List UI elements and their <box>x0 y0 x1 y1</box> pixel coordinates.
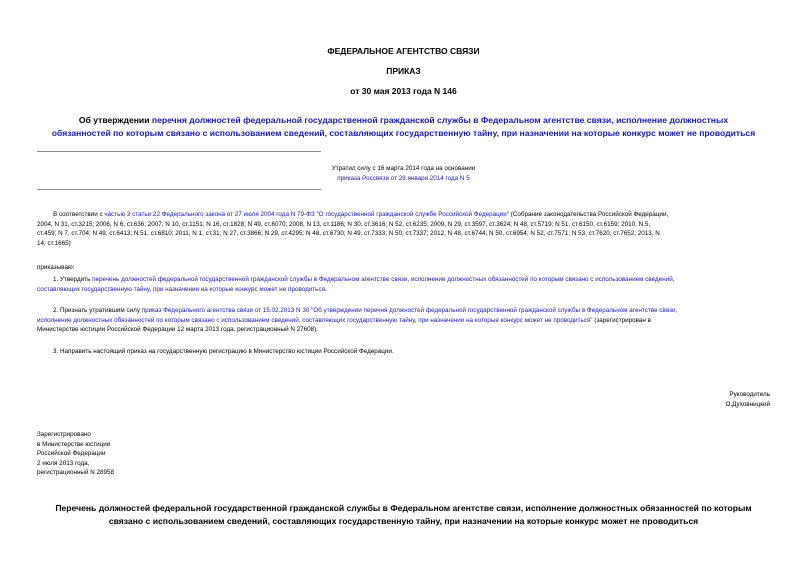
document-type: ПРИКАЗ <box>386 66 421 76</box>
signature-name: О.Духовницкий <box>725 400 770 408</box>
divider-bottom <box>37 189 321 190</box>
repealed-order-link[interactable]: приказ Федерального агентства связи от 15.02.2013 N 30 "Об утверждении перечня должностей федеральной государственной гражданской службы в Федеральном агентстве связи, <box>141 307 678 314</box>
signature-block <box>725 390 770 409</box>
item-3: 3. Направить настоящий приказ на государственную регистрацию в Министерство юстиции Российской Федерации. <box>53 348 394 355</box>
repealed-order-link-continued[interactable]: исполнение должностных обязанностей по которым связано с использованием сведений, составляющих государственную тайну, при назначении на которые конкурс может не проводиться" <box>37 316 593 324</box>
divider-top <box>37 151 321 152</box>
preamble: В соответствии с частью 3 статьи 22 Федерального закона от 27 июля 2004 года N 79-ФЗ "О государственной гражданской службе Российской Федерации" (Собрание законодательства Российской Федерации, 2004, N 31, ст.3215; 2006, N 6, ст.636; 2007, N 10, ст.1151; N 16, ст.1828; N 49, ст.6070; 2008, N 13, ст.1186; N 30, ст.3616; N 52, ст.6235; 2009, N 29, ст.3597, ст.3624; N 48, ст.5719; N 51, ст.6150, ст.6159; 2010, N 5, ст.459; N 7, ст.704; N 49, ст.6413; N 51, ст.6810; 2011, N 1, ст.31; N 27, ст.3866; N 29, ст.4295; N 48, ст.6730; N 49, ст.7333; N 50, ст.7337; 2012, N 48, ст.6744; N 50, ст.6954; N 52, ст.7571; N 53, ст.7620, ст.7652; 2013, N 14, ст.1665) <box>37 211 669 247</box>
status-link[interactable]: приказа Россвязи от 28 января 2014 года N 5 <box>337 174 470 182</box>
status-line: Утратил силу с 16 марта 2014 года на основании <box>331 165 476 172</box>
document-title <box>0 114 807 139</box>
title-prefix: Об утверждении <box>78 115 152 125</box>
title-link[interactable]: перечня должностей федеральной государственной гражданской службы в Федеральном агентстве связи, исполнение должностных <box>151 115 729 125</box>
agency-name: ФЕДЕРАЛЬНОЕ АГЕНТСТВО СВЯЗИ <box>327 46 480 56</box>
item-1: 1. Утвердить перечень должностей федеральной государственной гражданской службы в Федеральном агентстве связи, исполнение должностных обязанностей по которым связано с использованием сведений, составляющих государственную тайну, при назначении на которые конкурс может не проводиться. <box>37 276 675 293</box>
item-2: 2. Признать утратившим силу приказ Федерального агентства связи от 15.02.2013 N 30 "Об утверждении перечня должностей федеральной государственной гражданской службы в Федеральном агентстве связи, исполнение должностных обязанностей по которым связано с использованием сведений, составляющих государственную тайну, при назначении на которые конкурс может не проводиться" (зарегистрирован в Министерстве юстиции Российской Федерации 12 марта 2013 года, регистрационный N 27608). <box>37 307 678 334</box>
list-link[interactable]: перечень должностей федеральной государственной гражданской службы в Федеральном агентстве связи, исполнение должностных обязанностей по которым связано с использованием сведений, <box>92 276 675 283</box>
appendix-title: Перечень должностей федеральной государственной гражданской службы в Федеральном агентстве связи, исполнение должностных обязанностей по которым связано с использованием сведений, составляющих государственную тайну, при назначении на которые конкурс может не проводиться <box>55 503 752 526</box>
law-link[interactable]: частью 3 статьи 22 Федерального закона от 27 июля 2004 года N 79-ФЗ "О государственной гражданской службе Российской Федерации" <box>104 211 510 218</box>
document-date-number: от 30 мая 2013 года N 146 <box>350 86 457 96</box>
title-link-continued[interactable]: обязанностей по которым связано с использованием сведений, составляющих государственную тайну, при назначении на которые конкурс может не проводиться <box>51 127 756 138</box>
list-link-continued[interactable]: составляющих государственную тайну, при назначении на которые конкурс может не проводиться <box>37 285 326 293</box>
order-word: приказываю: <box>37 264 75 271</box>
status-note <box>0 164 807 183</box>
registration-block: Зарегистрировано в Министерстве юстиции Российской Федерации 2 июля 2013 года, регистрационный N 28958 <box>37 431 115 477</box>
signature-role: Руководитель <box>729 391 770 398</box>
